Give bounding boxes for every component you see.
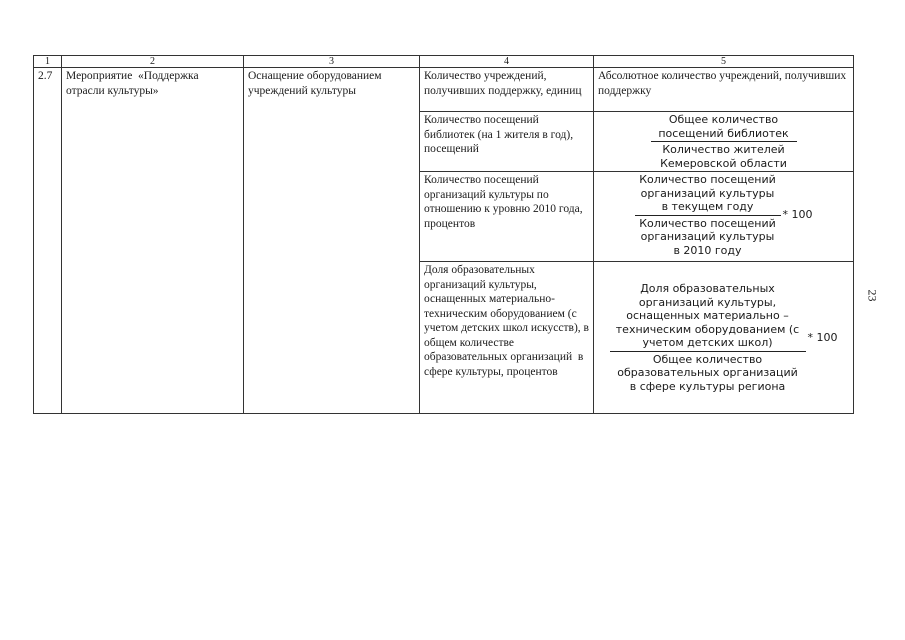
- event-name: Мероприятие «Поддержка отрасли культуры»: [62, 68, 244, 414]
- column-number: 4: [420, 56, 594, 68]
- indicator-name: Количество посещений организаций культуры по отношению к уровню 2010 года, процентов: [420, 172, 594, 262]
- column-number: 5: [594, 56, 854, 68]
- indicator-formula: [594, 112, 854, 172]
- indicator-name: Количество посещений библиотек (на 1 жителя в год), посещений: [420, 112, 594, 172]
- indicators-table: [33, 55, 854, 414]
- formula-fraction: [651, 113, 797, 170]
- column-number: 3: [244, 56, 420, 68]
- indicator-formula: [594, 172, 854, 262]
- column-number: 2: [62, 56, 244, 68]
- event-content: Оснащение оборудованием учреждений культуры: [244, 68, 420, 414]
- formula-denominator: Общее количество образовательных организаций в сфере культуры региона: [610, 351, 806, 394]
- column-number: 1: [34, 56, 62, 68]
- formula-fraction: [635, 173, 781, 257]
- indicator-formula: [594, 262, 854, 414]
- formula-numerator: Общее количество посещений библиотек: [658, 113, 789, 140]
- indicator-name: Количество учреждений, получивших поддержку, единиц: [420, 68, 594, 112]
- indicator-name: Доля образовательных организаций культуры, оснащенных материально-техническим оборудованием (с учетом детских школ искусств), в общем количестве образовательных организаций в сфере культуры, процентов: [420, 262, 594, 414]
- table-row: [34, 68, 854, 112]
- formula-denominator: Количество посещений организаций культуры в 2010 году: [635, 215, 781, 258]
- row-number: 2.7: [34, 68, 62, 414]
- formula-numerator: Количество посещений организаций культуры в текущем году: [639, 173, 776, 213]
- formula-denominator: Количество жителей Кемеровской области: [651, 141, 797, 170]
- formula-multiplier: * 100: [782, 208, 813, 222]
- column-number-row: [34, 56, 854, 68]
- formula-numerator: Доля образовательных организаций культуры, оснащенных материально – техническим оборудованием (с учетом детских школ): [615, 282, 800, 349]
- formula-fraction: [610, 282, 806, 393]
- indicator-method: Абсолютное количество учреждений, получивших поддержку: [594, 68, 854, 112]
- page-number: 23: [865, 289, 880, 302]
- formula-multiplier: * 100: [807, 330, 838, 344]
